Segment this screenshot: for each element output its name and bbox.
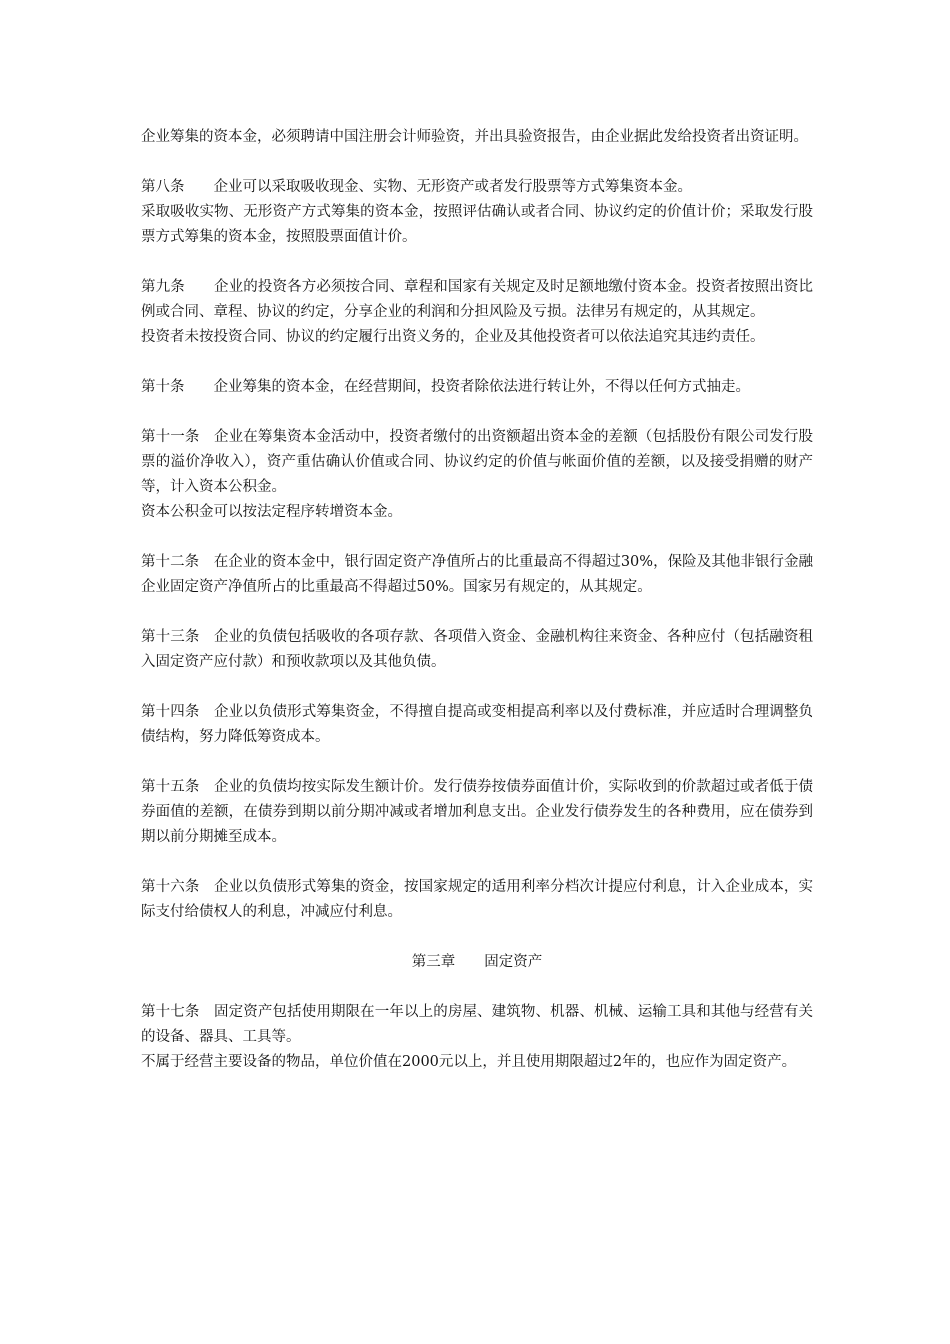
article-12 xyxy=(141,550,813,600)
paragraph-capital-verification xyxy=(141,125,813,150)
article-10 xyxy=(141,375,813,400)
paragraph-line: 第八条 企业可以采取吸收现金、实物、无形资产或者发行股票等方式筹集资本金。 xyxy=(141,179,692,195)
article-9 xyxy=(141,275,813,350)
paragraph-line: 投资者未按投资合同、协议的约定履行出资义务的，企业及其他投资者可以依法追究其违约责任。 xyxy=(141,329,765,345)
article-8 xyxy=(141,175,813,250)
article-17 xyxy=(141,1000,813,1075)
article-16 xyxy=(141,875,813,925)
article-11 xyxy=(141,425,813,525)
paragraph-line: 第十六条 企业以负债形式筹集的资金，按国家规定的适用利率分档次计提应付利息，计入企业成本，实际支付给债权人的利息，冲减应付利息。 xyxy=(141,879,813,920)
chapter-heading: 第三章 固定资产 xyxy=(411,954,543,970)
paragraph-line: 不属于经营主要设备的物品，单位价值在2000元以上，并且使用期限超过2年的，也应作为固定资产。 xyxy=(141,1054,797,1070)
paragraph-line: 第十条 企业筹集的资本金，在经营期间，投资者除依法进行转让外，不得以任何方式抽走。 xyxy=(141,379,750,395)
paragraph-line: 第十七条 固定资产包括使用期限在一年以上的房屋、建筑物、机器、机械、运输工具和其他与经营有关的设备、器具、工具等。 xyxy=(141,1004,813,1045)
paragraph-line: 第十三条 企业的负债包括吸收的各项存款、各项借入资金、金融机构往来资金、各种应付（包括融资租入固定资产应付款）和预收款项以及其他负债。 xyxy=(141,629,813,670)
paragraph-line: 资本公积金可以按法定程序转增资本金。 xyxy=(141,504,402,520)
paragraph-line: 采取吸收实物、无形资产方式筹集的资本金，按照评估确认或者合同、协议约定的价值计价；采取发行股票方式筹集的资本金，按照股票面值计价。 xyxy=(141,204,813,245)
paragraph-line: 第九条 企业的投资各方必须按合同、章程和国家有关规定及时足额地缴付资本金。投资者按照出资比例或合同、章程、协议的约定，分享企业的利润和分担风险及亏损。法律另有规定的，从其规定。 xyxy=(141,279,813,320)
paragraph-line: 第十一条 企业在筹集资本金活动中，投资者缴付的出资额超出资本金的差额（包括股份有限公司发行股票的溢价净收入），资产重估确认价值或合同、协议约定的价值与帐面价值的差额，以及接受捐赠的财产等，计入资本公积金。 xyxy=(141,429,813,495)
article-15 xyxy=(141,775,813,850)
article-14 xyxy=(141,700,813,750)
document-page xyxy=(141,125,813,1100)
article-13 xyxy=(141,625,813,675)
paragraph-line: 第十二条 在企业的资本金中，银行固定资产净值所占的比重最高不得超过30%，保险及其他非银行金融企业固定资产净值所占的比重最高不得超过50%。国家另有规定的，从其规定。 xyxy=(141,554,813,595)
paragraph-line: 第十四条 企业以负债形式筹集资金，不得擅自提高或变相提高利率以及付费标准，并应适时合理调整负债结构，努力降低筹资成本。 xyxy=(141,704,813,745)
paragraph-line: 第十五条 企业的负债均按实际发生额计价。发行债券按债券面值计价，实际收到的价款超过或者低于债券面值的差额，在债券到期以前分期冲减或者增加利息支出。企业发行债券发生的各种费用，应在债券到期以前分期摊至成本。 xyxy=(141,779,813,845)
paragraph-line: 企业筹集的资本金，必须聘请中国注册会计师验资，并出具验资报告，由企业据此发给投资者出资证明。 xyxy=(141,129,808,145)
